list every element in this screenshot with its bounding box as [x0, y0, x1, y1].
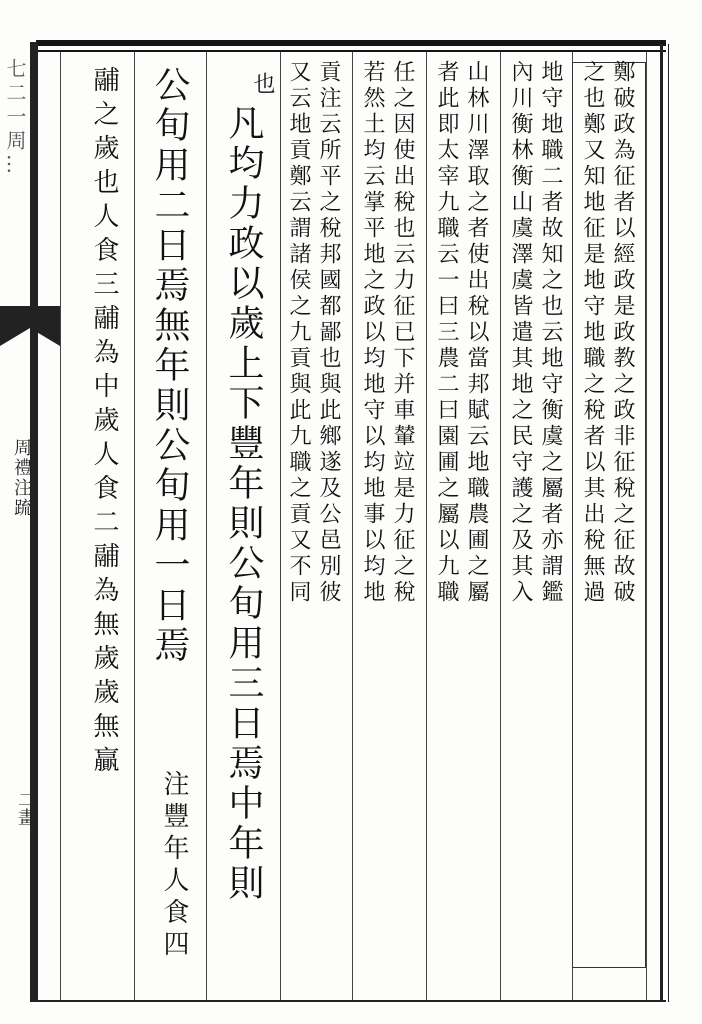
column-rule [426, 52, 427, 1000]
right-frame-rule-inner [668, 44, 669, 1002]
commentary-column-4b: 若然土均云掌平地之政以均地守以均地事以均地 [360, 60, 385, 606]
page-number: 二畫 [15, 790, 36, 826]
column-rule [60, 52, 61, 1000]
top-frame-rule [36, 40, 666, 46]
main-text-column-1: 凡均力政以歲上下豐年則公旬用三日焉中年則 [223, 104, 264, 904]
commentary-column-1b: 之也鄭又知地征是地守地職之稅者以其出稅無過 [580, 60, 605, 606]
annotation-note: 注豐年人食四 [159, 770, 189, 962]
column-rule [352, 52, 353, 1000]
commentary-column-2a: 地守地職二者故知之也云地守衡虞之屬者亦謂鑑 [538, 60, 563, 606]
column-rule [500, 52, 501, 1000]
commentary-column-5a: 貢注云所平之稅邦國都鄙也與此鄉遂及公邑別彼 [316, 60, 341, 606]
column-rule [280, 52, 281, 1000]
commentary-column-6: 鬴之歲也人食三鬴為中歲人食二鬴為無歲歲無贏 [89, 66, 119, 780]
commentary-column-4a: 任之因使出稅也云力征已下并車輦竝是力征之稅 [390, 60, 415, 606]
column-rule [206, 52, 207, 1000]
book-title: 周禮注䟽 [11, 438, 32, 518]
binding-label-text: 七二一周… [3, 58, 27, 178]
commentary-column-1a: 鄭破政為征者以經政是政教之政非征稅之征故破 [610, 60, 635, 606]
bottom-frame-rule [36, 1000, 666, 1002]
main-text-column-2: 公旬用二日焉無年則公旬用一日焉 [149, 66, 190, 666]
commentary-tail: 也 [250, 72, 275, 98]
commentary-column-2b: 內川衡林衡山虞澤虞皆遣其地之民守護之及其入 [508, 60, 533, 606]
column-rule [646, 52, 647, 1000]
column-rule [134, 52, 135, 1000]
commentary-column-3b: 者此即太宰九職云一曰三農二曰園圃之屬以九職 [434, 60, 459, 606]
commentary-column-5b: 又云地貢鄭云謂諸侯之九貢與此九職之貢又不同 [286, 60, 311, 606]
right-frame-rule [660, 44, 663, 1002]
commentary-column-3a: 山林川澤取之者使出稅以當邦賦云地職農圃之屬 [464, 60, 489, 606]
